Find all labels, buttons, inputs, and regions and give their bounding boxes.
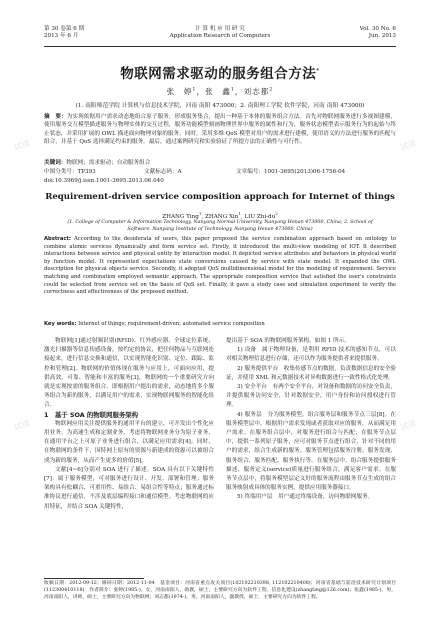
document-code: 文献标志码：A — [144, 169, 182, 175]
body-column-right — [226, 337, 396, 503]
list-item: 4) 服务层 分为服务模型，组合服务层和服务节点三层[8]。在服务模型层中，根据用户需求发现或者获取对应的服务，从而满足用户需求。在服务组合层中，对服务进行组合与匹配；在服务节点层中，提供一系列原子服务，应可对服务节点进行组合，针对不同的用户的需求，组合生成新的服务。服务管理包括服务注册、服务发现、服务组合、服务匹配、服务执行等。在服务层中，组合服务提供服务描述、服务定义(service)质量进行服务组合，满足客户需求。在服务节点层中，将服务模型层定义好的服务流程由服务节点生成的组合服务映射成具体的服务实例，提供应用服务器接口。 — [226, 411, 396, 492]
author-name-en: LIU Zhi-du — [244, 213, 276, 220]
list-item: 1) 设备 属于物理设备，是利用 RFID 技术的感知节点，可以对相关物理信息进行存储，还可以作为服务提供者来提供服务。 — [226, 347, 396, 363]
author-name: 张 鑫 — [205, 87, 231, 96]
title-footnote-mark: * — [316, 67, 320, 75]
paper-title-en: Requirement-driven service composition approach for Internet of things — [45, 192, 395, 202]
keywords-cn — [44, 159, 396, 167]
body-column-left — [44, 337, 214, 512]
affiliation-mark: 2 — [275, 211, 278, 216]
authors-en: ZHANG Ting$^1$, ZHANG Xin$^1$, LIU Zhi-$du^2$ — [162, 211, 278, 220]
author-name: 刘志都 — [243, 87, 270, 96]
watermark: 试读 — [13, 138, 31, 153]
affiliation-mark: 1 — [230, 87, 235, 93]
list-item: 3) 安全平台 有两个安全平台，对设备和数据的访问安全负责，并提供服务访问安全，针对数据安全，用户身份和访问授权进行管理。 — [226, 384, 396, 409]
paper-title-cn — [30, 62, 410, 82]
body-paragraph: 文献[4~6]分别对 SOA 进行了描述。SOA 具有以下关键特性[7]：属于服务模型，可对服务进行设计、开发、部署和管理；服务架构具有松耦合、可重用性、易组合、易组合性等特点；服务通过标准协议进行通信，不涉及底层编程接口和通信模型。考虑物联网的应用特征，并结合 SOA 关键特性， — [44, 466, 214, 510]
watermark: 试读 — [399, 418, 417, 433]
issue-date-en: Jun. 2013 — [368, 33, 396, 39]
affiliation-cn: (1. 南阳师范学院 计算机与信息技术学院，河南 南阳 473000；2. 南阳理工学院 软件学院，河南 南阳 473000) — [75, 103, 365, 109]
affiliation-mark: 1 — [198, 211, 202, 216]
keywords-text-en: Internet of things; requirement-driven; automated service composition — [78, 321, 265, 327]
doi: doi:10.3969/j.issn.1001-3695.2013.06.040 — [44, 178, 164, 184]
journal-name-en: Application Research of Computers — [169, 33, 271, 39]
volume-issue-en: Vol. 30 No. 6 — [359, 26, 396, 32]
body-paragraph: 提出基于 SOA 的物联网服务架构，如图 1 所示。 — [226, 338, 350, 344]
abstract-label-cn: 摘 要： — [44, 114, 67, 120]
issue-date-cn: 2013 年 6 月 — [44, 33, 79, 39]
affiliation-mark: 1 — [238, 211, 241, 216]
author-name-en: ZHANG Ting — [162, 213, 199, 220]
abstract-text-en: According to the desiderata of users, this paper proposed the service combination approach based on ontology to combine atomic services dynamically and form service set. Firstly, it introduced the multi-view modeling of IOT. It described interactions between service and physical entity by interaction model. It depicted service attributes and behaviors in physical world by function model. It represented expectations state conversions caused by service with state model. It expanded the OWL description for physical objects service. Secondly, it adopted QoS multidimensional model for the modeling of requirement. Service matching and combination employed semantic approach. The appropriate composition service that satisfied the user's constraints could be selected from service set on the basis of QoS set. Finally, it gave a study case and simulation experiment to verify the correctness and effectiveness of the proposed method. — [44, 236, 396, 296]
footnote: 收稿日期：2012-09-12；修回日期：2012-11-04 基金项目：河南省重点攻关项目(102102210398, 112102210408)；河南省基础与前沿技术研究计划项目(112300410118) 作者简介：张婷(1985-)，女，河南南阳人，助教，硕士，主要研究方向为软件工程、信息化建设(zhangting@126.com)；张鑫(1985-)，男，河南南阳人，讲师，硕士，主要研究方向为物联网；刘志都(1974-)，男，河南南阳人，副教授，硕士，主要研究方向为软件工程。 — [44, 581, 396, 600]
clc-number: 中图分类号：TP393 — [44, 169, 96, 175]
watermark: 试读 — [13, 418, 31, 433]
volume-issue: 第 30 卷第 6 期 — [44, 26, 85, 32]
affiliation-mark: 2 — [269, 87, 274, 93]
abstract-text-cn: 为实现依据用户需求动态地组合原子服务，形成服务集合，提出一种基于本体的服务组合方法。首先对物联网服务进行多视图建模，使用服务交互模型描述服务与物理实体的交互过程，服务功能模型刻画物理世界中服务的属性和行为，服务状态模型表示服务行为的起始与终止状态，并采用扩展的 OWL 描述面向物理对象的服务。同时，采用多维 QoS 模型对用户的需求进行建模，使用语义的方法进行服务的匹配与组合，并基于 QoS 选择满足约束的服务。最后，通过案例研究和实验验证了所提方法的正确性与可行性。 — [44, 114, 396, 146]
watermark: 试读 — [399, 138, 417, 153]
abstract-en — [44, 236, 396, 297]
list-item: 5) 终端用户层 用户通过终端设备，访问物联网服务。 — [237, 494, 374, 501]
separator: ， — [234, 87, 244, 96]
keywords-label-cn: 关键词： — [44, 160, 67, 166]
body-paragraph: 物联网应用关注提供服务的通用平台的建立，可开发出个性化应用业务。为高速生成和定制业务，考虑将物联网业务分为原子业务，在通用平台之上可原子业务进行组合，以满足应用需求[4]。同时，在物联网的条件下，因特网上原有的资源与新建成的资源可以被组合成为新的服务，从而产生更多的价值[5]。 — [44, 420, 214, 464]
title-cn-text: 物联网需求驱动的服务组合方法 — [120, 66, 317, 82]
authors-cn — [30, 86, 410, 97]
section-heading: 1 基于 SOA 的物联网服务架构 — [44, 410, 139, 419]
journal-volume-en — [360, 26, 396, 40]
author-name-en: ZHANG Xin — [205, 213, 239, 220]
running-head — [44, 26, 396, 47]
keywords-label-en: Key words: — [44, 321, 77, 327]
article-number: 文章编号：1001-3695(2013)06-1756-04 — [236, 169, 346, 175]
keywords-text-cn: 物联网；需求驱动；自动服务组合 — [66, 160, 151, 166]
affiliation-mark: 1 — [192, 87, 197, 93]
footnote-divider — [44, 578, 144, 579]
list-item: 2) 服务提供平台 收集传感节点的数据，负责数据信息的安全验证，并使用 XML 和元数据技术对异构数据进行一致性格式化处理。 — [226, 365, 396, 381]
journal-name — [44, 26, 396, 40]
body-paragraph: 物联网[1]通过射频识别(RFID)、红外感应器、全球定位系统、激光扫描器等信息传感设备，按约定的协议，把任何物品与互联网连接起来，进行信息交换和通信，以实现智能化识别、定位、跟踪、监控和管理[2]。物联网的价值体现在服务与应用上，可面向应用，提供高效、可靠、智能和丰富的服务[3]。物联网的一个重要研究方向就是实现按需的服务组合。即根据用户提出的需求，动态地将多个服务组合为新的服务，以满足用户的需求，实现物联网服务的智能化组合。 — [44, 338, 214, 409]
keywords-en — [44, 321, 396, 329]
affiliation-en: (1. College of Computer & Information Technology, Nanyang Normal University, Nanyang Henan 473000, China; 2. School of Software, Nanyang Institute of Technology, Nanyang Henan 473000, China) — [67, 220, 373, 232]
abstract-label-en: Abstract: — [44, 236, 71, 242]
author-name: 张 婷 — [166, 87, 193, 96]
journal-name-cn: 计 算 机 应 用 研 究 — [195, 26, 245, 32]
abstract-cn — [44, 113, 396, 147]
separator: ， — [196, 87, 206, 96]
